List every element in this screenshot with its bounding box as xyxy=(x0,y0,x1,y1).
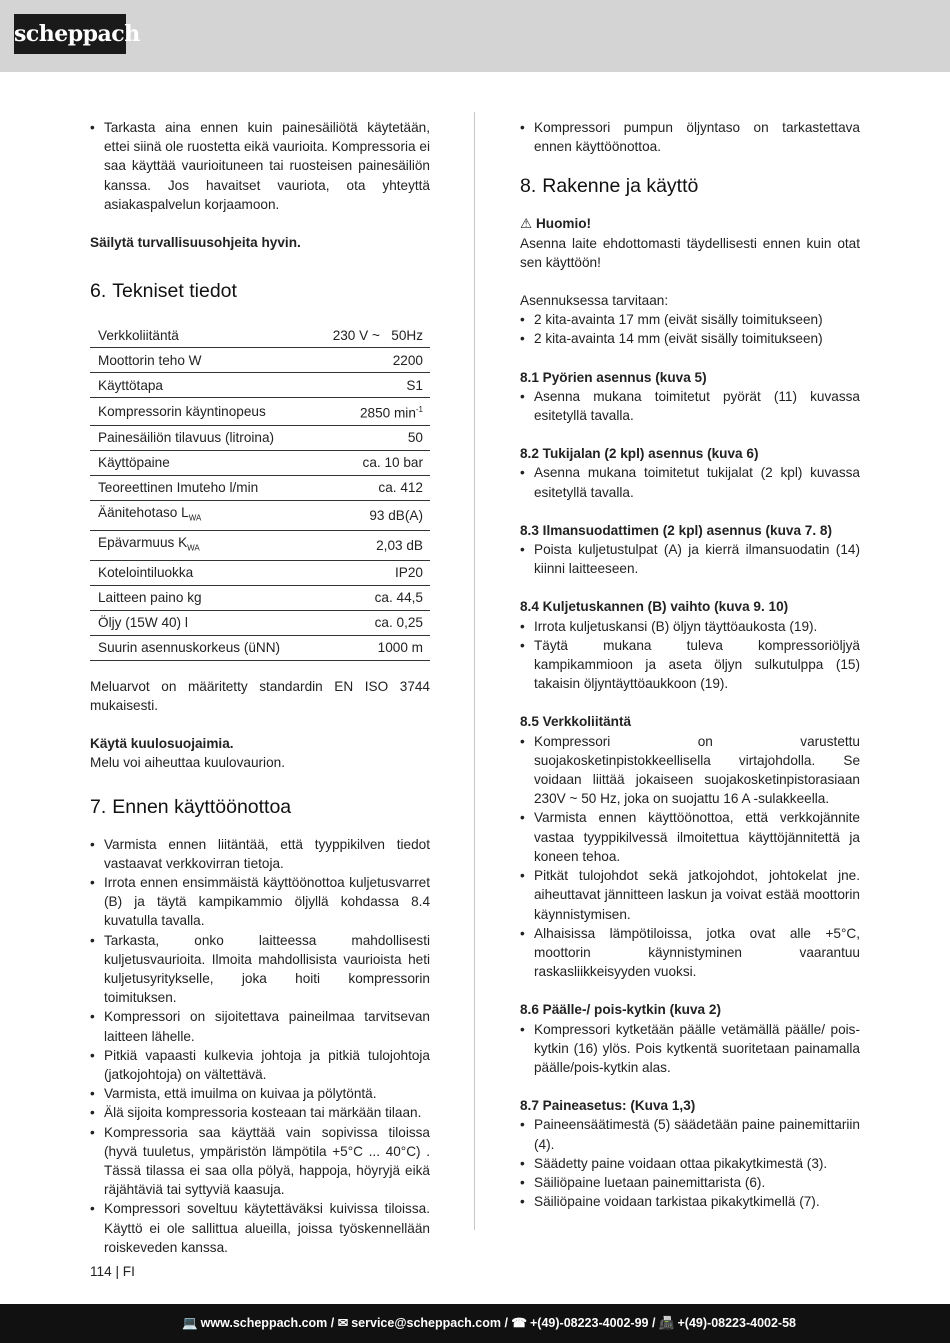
spec-label-text: Moottorin teho W xyxy=(98,352,202,368)
phone-number: +(49)-08223-4002-99 / xyxy=(530,1316,656,1330)
intro-bullets xyxy=(90,118,430,214)
spec-value xyxy=(312,500,430,530)
spec-label-text: Epävarmuus K xyxy=(98,534,188,550)
spec-row xyxy=(90,610,430,635)
fax-icon: 📠 xyxy=(658,1316,675,1330)
page-header xyxy=(0,0,950,72)
computer-icon: 💻 xyxy=(182,1316,198,1330)
subsection-list xyxy=(520,617,860,694)
spec-label xyxy=(90,560,312,585)
spec-value-text: 93 dB(A) xyxy=(369,507,423,523)
spec-label-text: Kotelointiluokka xyxy=(98,565,194,581)
subsection-heading: 8.1 Pyörien asennus (kuva 5) xyxy=(520,369,707,385)
list-item: • Kompressori kytketään päälle vetämällä päälle/ pois-kytkin (16) ylös. Pois kytkentä suoritetaan painamalla päälle/pois-kytkin alas. xyxy=(520,1020,860,1078)
section-number: 7. xyxy=(90,795,107,818)
spec-value-text: S1 xyxy=(406,377,423,393)
list-item: • Säädetty paine voidaan ottaa pikakytkimestä (3). xyxy=(520,1154,860,1173)
spec-label xyxy=(90,475,312,500)
list-item: • Kompressori pumpun öljyntaso on tarkastettava ennen käyttöönottoa. xyxy=(520,118,860,156)
spec-value xyxy=(312,425,430,450)
list-item: • Älä sijoita kompressoria kosteaan tai märkään tilaan. xyxy=(90,1103,430,1122)
noise-text: Meluarvot on määritetty standardin EN ISO 3744 mukaisesti. xyxy=(90,678,430,713)
spec-row xyxy=(90,348,430,373)
tools-intro: Asennuksessa tarvitaan: xyxy=(520,293,669,309)
spec-value xyxy=(312,398,430,426)
hearing-text: Melu voi aiheuttaa kuulovaurion. xyxy=(90,755,285,771)
spec-value xyxy=(312,530,430,560)
warning-icon: ⚠ xyxy=(520,216,533,232)
subsection-list xyxy=(520,540,860,578)
spec-value-text: IP20 xyxy=(395,565,423,581)
list-item: • Asenna mukana toimitetut pyörät (11) kuvassa esitetyllä tavalla. xyxy=(520,387,860,425)
spec-label-text: Teoreettinen Imuteho l/min xyxy=(98,480,259,496)
spec-value-text: 2850 min xyxy=(359,405,416,421)
spec-label xyxy=(90,450,312,475)
spec-label-text: Öljy (15W 40) l xyxy=(98,615,188,631)
section-title: Ennen käyttöönottoa xyxy=(112,795,292,818)
intro-bullets xyxy=(520,118,860,156)
list-item: • Säiliöpaine voidaan tarkistaa pikakytkimellä (7). xyxy=(520,1192,860,1211)
spec-row xyxy=(90,450,430,475)
list-item: • Poista kuljetustulpat (A) ja kierrä ilmansuodatin (14) kiinni laitteeseen. xyxy=(520,540,860,578)
spec-value xyxy=(312,610,430,635)
fax-number: +(49)-08223-4002-58 xyxy=(677,1316,796,1330)
list-item: • Asenna mukana toimitetut tukijalat (2 kpl) kuvassa esitetyllä tavalla. xyxy=(520,463,860,501)
spec-value-text: ca. 44,5 xyxy=(374,590,423,606)
list-item: • Varmista, että imuilma on kuivaa ja pölytöntä. xyxy=(90,1084,430,1103)
warning-label: Huomio! xyxy=(535,216,592,232)
subsection-heading: 8.5 Verkkoliitäntä xyxy=(520,714,632,730)
subsection-list xyxy=(520,1020,860,1078)
list-item: • Alhaisissa lämpötiloissa, jotka ovat alle +5°C, moottorin käynnistyminen vaarantuu raskasliikkeisyyden vuoksi. xyxy=(520,924,860,982)
spec-value xyxy=(312,323,430,348)
spec-value xyxy=(312,373,430,398)
spec-label-text: Käyttötapa xyxy=(98,377,163,393)
list-item: • Varmista ennen käyttöönottoa, että verkkojännite vastaa tyyppikilvessä ilmoitettua käyttöjännitettä ja koneen tehoa. xyxy=(520,808,860,866)
list-item: • Irrota kuljetuskansi (B) öljyn täyttöaukosta (19). xyxy=(520,617,860,636)
subsection-heading: 8.3 Ilmansuodattimen (2 kpl) asennus (kuva 7. 8) xyxy=(520,522,832,538)
spec-label xyxy=(90,585,312,610)
spec-value-superscript: -1 xyxy=(415,405,423,415)
spec-value xyxy=(312,475,430,500)
spec-label-text: Verkkoliitäntä xyxy=(98,327,179,343)
spec-label-text: Kompressorin käyntinopeus xyxy=(98,403,266,419)
spec-label-subscript: WA xyxy=(188,513,202,523)
email-link[interactable]: service@scheppach.com / xyxy=(351,1316,508,1330)
spec-value xyxy=(312,560,430,585)
warning-heading xyxy=(520,214,860,233)
section-title: Tekniset tiedot xyxy=(112,280,237,303)
spec-label-text: Käyttöpaine xyxy=(98,455,170,471)
safety-note: Säilytä turvallisuusohjeita hyvin. xyxy=(90,235,301,251)
website-link[interactable]: www.scheppach.com / xyxy=(200,1316,335,1330)
section-8-heading xyxy=(520,174,860,198)
list-item: • Täytä mukana tuleva kompressoriöljyä kampikammioon ja aseta öljyn sulkutulppa (15) takaisin öljyntäyttöaukkoon (19). xyxy=(520,636,860,694)
column-divider xyxy=(474,112,475,1230)
spec-value xyxy=(312,585,430,610)
spec-row xyxy=(90,373,430,398)
tools-list xyxy=(520,310,860,348)
left-column xyxy=(90,118,430,1257)
list-item: • Kompressori soveltuu käytettäväksi kuivissa tiloissa. Käyttö ei ole sallittua alueilla, joissa työskennellään roiskeveden kanssa. xyxy=(90,1199,430,1257)
spec-label-text: Laitteen paino kg xyxy=(98,590,202,606)
section-number: 6. xyxy=(90,280,107,303)
list-item: • Varmista ennen liitäntää, että tyyppikilven tiedot vastaavat verkkovirran tietoja. xyxy=(90,835,430,873)
section-7-heading xyxy=(90,795,430,819)
spec-value xyxy=(312,348,430,373)
spec-label xyxy=(90,323,312,348)
list-item: • Paineensäätimestä (5) säädetään paine painemittariin (4). xyxy=(520,1115,860,1153)
mail-icon: ✉ xyxy=(337,1316,349,1330)
subsection-list xyxy=(520,732,860,982)
spec-value-text: 230 V ~ 50Hz xyxy=(332,327,423,343)
spec-value-text: ca. 0,25 xyxy=(374,615,423,631)
spec-row xyxy=(90,635,430,660)
spec-row xyxy=(90,398,430,426)
footer-contact-bar xyxy=(0,1304,950,1343)
page-num: 114 xyxy=(90,1264,112,1279)
spec-label xyxy=(90,530,312,560)
subsection-heading: 8.6 Päälle-/ pois-kytkin (kuva 2) xyxy=(520,1002,721,1018)
spec-value-text: 2,03 dB xyxy=(376,537,423,553)
spec-label-text: Painesäiliön tilavuus (litroina) xyxy=(98,430,275,446)
list-item: • Pitkiä vapaasti kulkevia johtoja ja pitkiä tulojohtoja (jatkojohtoja) on vältettävä. xyxy=(90,1046,430,1084)
list-item: • Tarkasta, onko laitteessa mahdollisesti kuljetusvaurioita. Ilmoita mahdollisista vaurioista heti kuljetusyritykselle, joka hoiti kompressorin toimituksen. xyxy=(90,931,430,1008)
spec-value-text: 2200 xyxy=(392,352,423,368)
spec-label-subscript: WA xyxy=(187,543,200,553)
list-item: • Kompressoria saa käyttää vain sopivissa tiloissa (hyvä tuuletus, ympäristön lämpötila +5°C ... 40°C) . Tässä tilassa ei saa olla pölyä, happoja, höyryjä eikä räjähtäviä tai syttyviä kaasuja. xyxy=(90,1123,430,1200)
subsections xyxy=(520,349,860,1212)
section-7-bullets xyxy=(90,835,430,1257)
spec-label xyxy=(90,348,312,373)
spec-label xyxy=(90,373,312,398)
spec-label-text: Suurin asennuskorkeus (üNN) xyxy=(98,640,281,656)
list-item: • Tarkasta aina ennen kuin painesäiliötä käytetään, ettei siinä ole ruostetta eikä vaurioita. Kompressoria ei saa käyttää vaurioituneen tai ruosteisen painesäiliön kanssa. Jos havaitset vauriota, ota yhteyttä asiakaspalvelun korjaamoon. xyxy=(90,118,430,214)
spec-label xyxy=(90,500,312,530)
spec-label xyxy=(90,610,312,635)
list-item: • 2 kita-avainta 17 mm (eivät sisälly toimitukseen) xyxy=(520,310,860,329)
warning-text: Asenna laite ehdottomasti täydellisesti ennen kuin otat sen käyttöön! xyxy=(520,235,860,270)
spec-label xyxy=(90,398,312,426)
list-item: • Kompressori on sijoitettava paineilmaa tarvitsevan laitteen lähelle. xyxy=(90,1007,430,1045)
page-number: 114 | FI xyxy=(90,1264,135,1279)
page-lang: FI xyxy=(122,1264,135,1279)
spec-label xyxy=(90,635,312,660)
spec-row xyxy=(90,560,430,585)
right-column xyxy=(520,118,860,1211)
subsection-list xyxy=(520,463,860,501)
subsection-heading: 8.7 Paineasetus: (Kuva 1,3) xyxy=(520,1098,696,1114)
hearing-warning: Käytä kuulosuojaimia. xyxy=(90,736,234,752)
list-item: • 2 kita-avainta 14 mm (eivät sisälly toimitukseen) xyxy=(520,329,860,348)
spec-value-text: ca. 10 bar xyxy=(362,455,423,471)
section-title: Rakenne ja käyttö xyxy=(542,175,699,198)
spec-row xyxy=(90,530,430,560)
spec-value-text: ca. 412 xyxy=(378,480,423,496)
section-6-heading xyxy=(90,279,430,303)
list-item: • Irrota ennen ensimmäistä käyttöönottoa kuljetusvarret (B) ja täytä kampikammio öljyllä kohdassa 8.4 kuvatulla tavalla. xyxy=(90,873,430,931)
spec-value xyxy=(312,450,430,475)
section-number: 8. xyxy=(520,175,537,198)
spec-value xyxy=(312,635,430,660)
list-item: • Säiliöpaine luetaan painemittarista (6). xyxy=(520,1173,860,1192)
spec-row xyxy=(90,323,430,348)
subsection-heading: 8.2 Tukijalan (2 kpl) asennus (kuva 6) xyxy=(520,446,759,462)
subsection-list xyxy=(520,1115,860,1211)
spec-value-text: 1000 m xyxy=(377,640,423,656)
scheppach-logo: scheppach xyxy=(14,14,126,54)
spec-value-text: 50 xyxy=(407,430,423,446)
spec-label xyxy=(90,425,312,450)
spec-row xyxy=(90,425,430,450)
list-item: • Pitkät tulojohdot sekä jatkojohdot, johtokelat jne. aiheuttavat jännitteen laskun ja voivat estää moottorin käynnistymisen. xyxy=(520,866,860,924)
spec-row xyxy=(90,585,430,610)
phone-icon: ☎ xyxy=(511,1316,527,1330)
list-item: • Kompressori on varustettu suojakosketinpistokkeellisella virtajohdolla. Se voidaan liittää jokaiseen suojakosketinpistorasiaan 230V ~ 50 Hz, joka on suojattu 16 A -sulakkeella. xyxy=(520,732,860,809)
spec-table xyxy=(90,323,430,661)
subsection-list xyxy=(520,387,860,425)
subsection-heading: 8.4 Kuljetuskannen (B) vaihto (kuva 9. 10) xyxy=(520,599,789,615)
spec-row xyxy=(90,500,430,530)
spec-row xyxy=(90,475,430,500)
spec-label-text: Äänitehotaso L xyxy=(98,504,189,520)
